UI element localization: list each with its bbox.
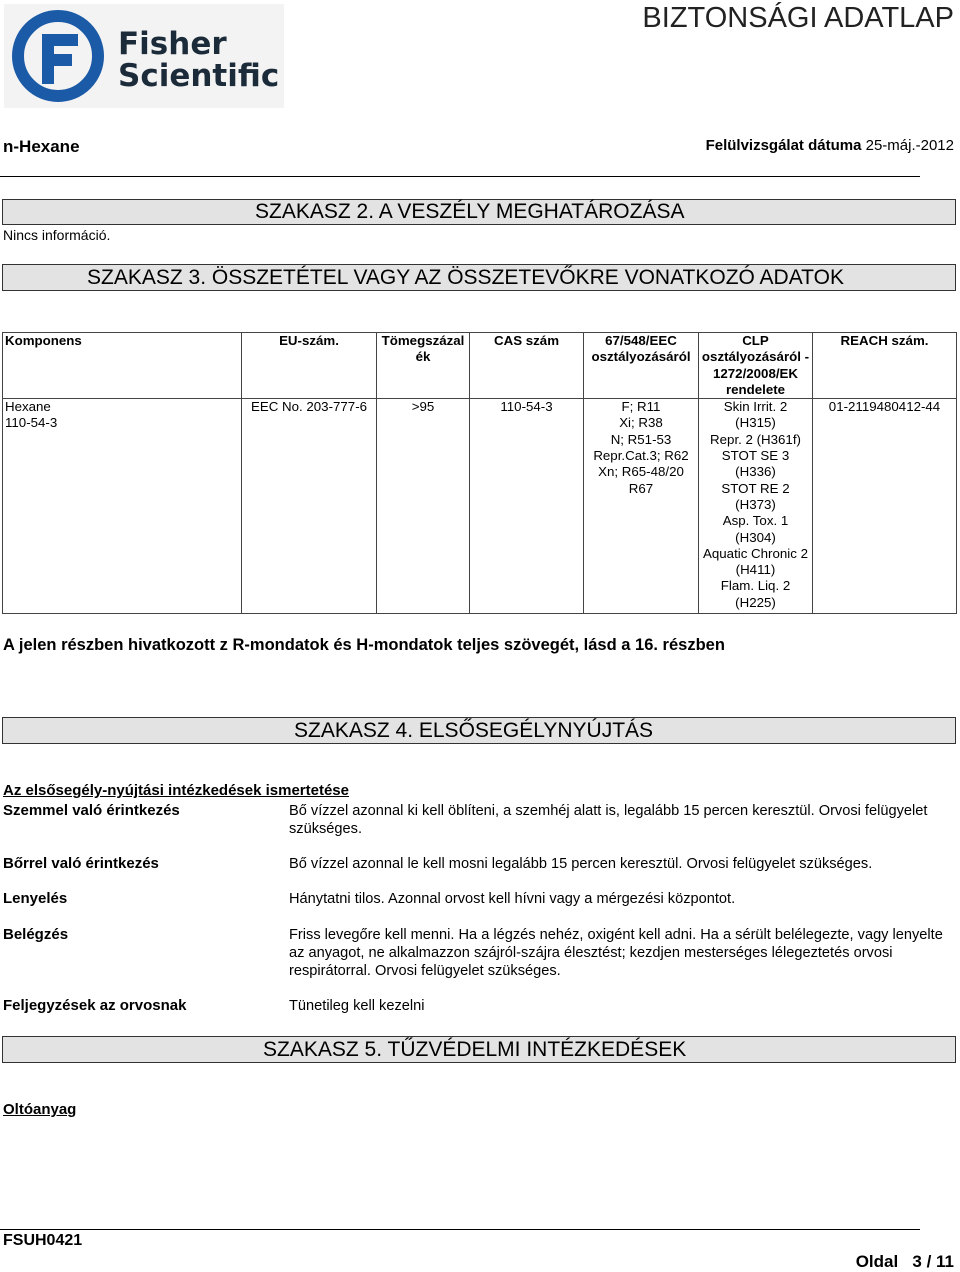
clp-class-line: (H304): [735, 529, 776, 545]
table-row: [3, 399, 957, 614]
footer-rule: [0, 1229, 920, 1230]
page-value: 3 / 11: [912, 1252, 954, 1271]
first-aid-label-eyes: Szemmel való érintkezés: [3, 802, 180, 819]
col-header-cas: CAS szám: [470, 333, 584, 399]
first-aid-text-eyes: Bő vízzel azonnal ki kell öblíteni, a szemhéj alatt is, legalább 15 percen keresztül. Orvosi felügyelet szükséges.: [289, 803, 928, 837]
eec-class-line: F; R11: [621, 399, 661, 415]
cell-cas: 110-54-3: [470, 399, 584, 614]
first-aid-text-skin: Bő vízzel azonnal le kell mosni legalább 15 percen keresztül. Orvosi felügyelet szükséges.: [289, 856, 873, 872]
clp-class-line: STOT SE 3: [721, 448, 790, 464]
footer-document-code: FSUH0421: [3, 1232, 83, 1249]
clp-class-line: (H315): [735, 415, 776, 431]
extinguishing-media-heading: Oltóanyag: [3, 1101, 77, 1118]
clp-class-line: Aquatic Chronic 2: [703, 545, 808, 561]
logo-text-line1: Fisher: [118, 26, 227, 62]
col-header-eec-class: 67/548/EEC osztályozásáról: [584, 333, 699, 399]
logo-text-line2: Scientific: [118, 58, 280, 94]
component-cas: 110-54-3: [5, 415, 58, 431]
cell-eec-class: [584, 399, 699, 614]
col-header-clp-class: CLP osztályozásáról - 1272/2008/EK rendelete: [699, 333, 813, 399]
section2-title: SZAKASZ 2. A VESZÉLY MEGHATÁROZÁSA: [255, 200, 685, 223]
section4-title: SZAKASZ 4. ELSŐSEGÉLYNYÚJTÁS: [294, 719, 654, 742]
clp-class-line: Skin Irrit. 2: [723, 399, 788, 415]
section2-text: Nincs információ.: [3, 227, 111, 243]
first-aid-text-physician: Tünetileg kell kezelni: [289, 998, 425, 1014]
clp-class-line: (H336): [735, 464, 776, 480]
eec-class-line: Xn; R65-48/20: [598, 464, 684, 480]
clp-class-line: Asp. Tox. 1: [722, 513, 789, 529]
section3-note: A jelen részben hivatkozott z R-mondatok és H-mondatok teljes szövegét, lásd a 16. részben: [3, 636, 725, 654]
first-aid-text-inhalation: Friss levegőre kell menni. Ha a légzés nehéz, oxigént kell adni. Ha a sérült belélegezte, vagy lenyelte az anyagot, ne alkalmazzon szájról-szájra élesztést; kezdjen mesterséges lélegeztetés orvosi respirátorral. Orvosi felügyelet szükséges.: [289, 927, 943, 979]
first-aid-label-inhalation: Belégzés: [3, 926, 69, 943]
clp-class-line: Flam. Liq. 2: [720, 578, 791, 594]
document-title: BIZTONSÁGI ADATLAP: [642, 2, 954, 34]
revision-date-line: [706, 137, 954, 154]
clp-class-line: (H411): [735, 562, 776, 578]
eec-class-line: R67: [628, 480, 654, 496]
revision-date: 25-máj.-2012: [865, 137, 954, 154]
first-aid-label-ingestion: Lenyelés: [3, 890, 68, 907]
eec-class-line: Xi; R38: [619, 415, 663, 431]
fisher-scientific-logo: [4, 4, 284, 108]
col-header-reach: REACH szám.: [813, 333, 957, 399]
cell-eu-number: EEC No. 203-777-6: [242, 399, 377, 614]
page-label: Oldal: [855, 1252, 899, 1271]
clp-class-line: (H225): [735, 594, 776, 610]
component-name: Hexane: [5, 399, 51, 415]
clp-class-line: Repr. 2 (H361f): [710, 431, 801, 447]
first-aid-label-physician: Feljegyzések az orvosnak: [3, 997, 187, 1014]
col-header-weight: Tömegszázal ék: [377, 333, 470, 399]
cell-reach: 01-2119480412-44: [813, 399, 957, 614]
table-header-row: [3, 333, 957, 399]
first-aid-subheading: Az elsősegély-nyújtási intézkedések ismertetése: [3, 782, 349, 799]
cell-component: [3, 399, 242, 614]
cell-clp-class: [699, 399, 813, 614]
header-rule: [0, 176, 920, 177]
section5-title: SZAKASZ 5. TŰZVÉDELMI INTÉZKEDÉSEK: [263, 1038, 687, 1061]
clp-class-line: (H373): [735, 496, 776, 512]
eec-class-line: N; R51-53: [610, 431, 672, 447]
composition-table: [2, 332, 957, 614]
eec-class-line: Repr.Cat.3; R62: [593, 448, 689, 464]
page-number: [856, 1252, 954, 1272]
clp-class-line: STOT RE 2: [721, 480, 790, 496]
col-header-eu-number: EU-szám.: [242, 333, 377, 399]
product-name: n-Hexane: [3, 137, 80, 156]
col-header-component: Komponens: [3, 333, 242, 399]
cell-weight: >95: [377, 399, 470, 614]
first-aid-label-skin: Bőrrel való érintkezés: [3, 855, 159, 872]
first-aid-text-ingestion: Hánytatni tilos. Azonnal orvost kell hívni vagy a mérgezési központot.: [289, 891, 736, 907]
revision-label: Felülvizsgálat dátuma: [705, 137, 862, 154]
section3-title: SZAKASZ 3. ÖSSZETÉTEL VAGY AZ ÖSSZETEVŐKRE VONATKOZÓ ADATOK: [87, 266, 844, 289]
